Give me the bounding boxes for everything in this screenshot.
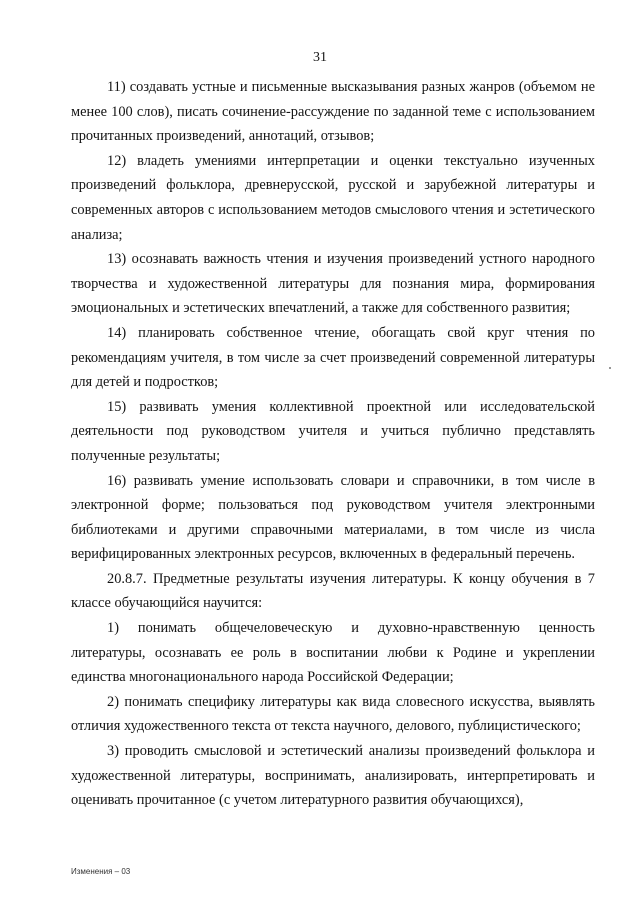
paragraph-result-2: 2) понимать специфику литературы как вида словесного искусства, выявлять отличия художественного текста от текста научного, делового, публицистического; bbox=[71, 693, 595, 735]
paragraph-item-14: 14) планировать собственное чтение, обогащать свой круг чтения по рекомендациям учителя, в том числе за счет произведений современной литературы для детей и подростков; bbox=[71, 324, 595, 391]
paragraph-result-1: 1) понимать общечеловеческую и духовно-нравственную ценность литературы, осознавать ее роль в воспитании любви к Родине и укреплении единства многонационального народа Российской Федерации; bbox=[71, 620, 595, 686]
page-footer: Изменения – 03 bbox=[71, 867, 131, 876]
paragraph-item-15: 15) развивать умения коллективной проектной или исследовательской деятельности под руководством учителя и учиться публично представлять полученные результаты; bbox=[71, 398, 595, 464]
paragraph-item-12: 12) владеть умениями интерпретации и оценки текстуально изученных произведений фольклора, древнерусской, русской и зарубежной литературы и современных авторов с использованием методов смыслового чтения и эстетического анализа; bbox=[71, 152, 595, 243]
section-heading-20-8-7: 20.8.7. Предметные результаты изучения литературы. К концу обучения в 7 классе обучающийся научится: bbox=[71, 570, 595, 612]
paragraph-item-16: 16) развивать умение использовать словари и справочники, в том числе в электронной форме; пользоваться под руководством учителя электронными библиотеками и другими справочными материалами, в том числе из числа верифицированных электронных ресурсов, включенных в федеральный перечень. bbox=[71, 472, 595, 563]
paragraph-result-3: 3) проводить смысловой и эстетический анализы произведений фольклора и художественной литературы, воспринимать, анализировать, интерпретировать и оценивать прочитанное (с учетом литературного развития обучающихся), bbox=[71, 743, 595, 809]
scan-speck bbox=[609, 367, 611, 369]
page-number: 31 bbox=[313, 50, 327, 65]
paragraph-item-11: 11) создавать устные и письменные высказывания разных жанров (объемом не менее 100 слов), писать сочинение-рассуждение по заданной теме с использованием прочитанных произведений, аннотаций, отзывов; bbox=[71, 79, 595, 145]
paragraph-item-13: 13) осознавать важность чтения и изучения произведений устного народного творчества и художественной литературы для познания мира, формирования эмоциональных и эстетических впечатлений, а также для собственного развития; bbox=[71, 251, 595, 317]
document-body bbox=[71, 75, 595, 813]
